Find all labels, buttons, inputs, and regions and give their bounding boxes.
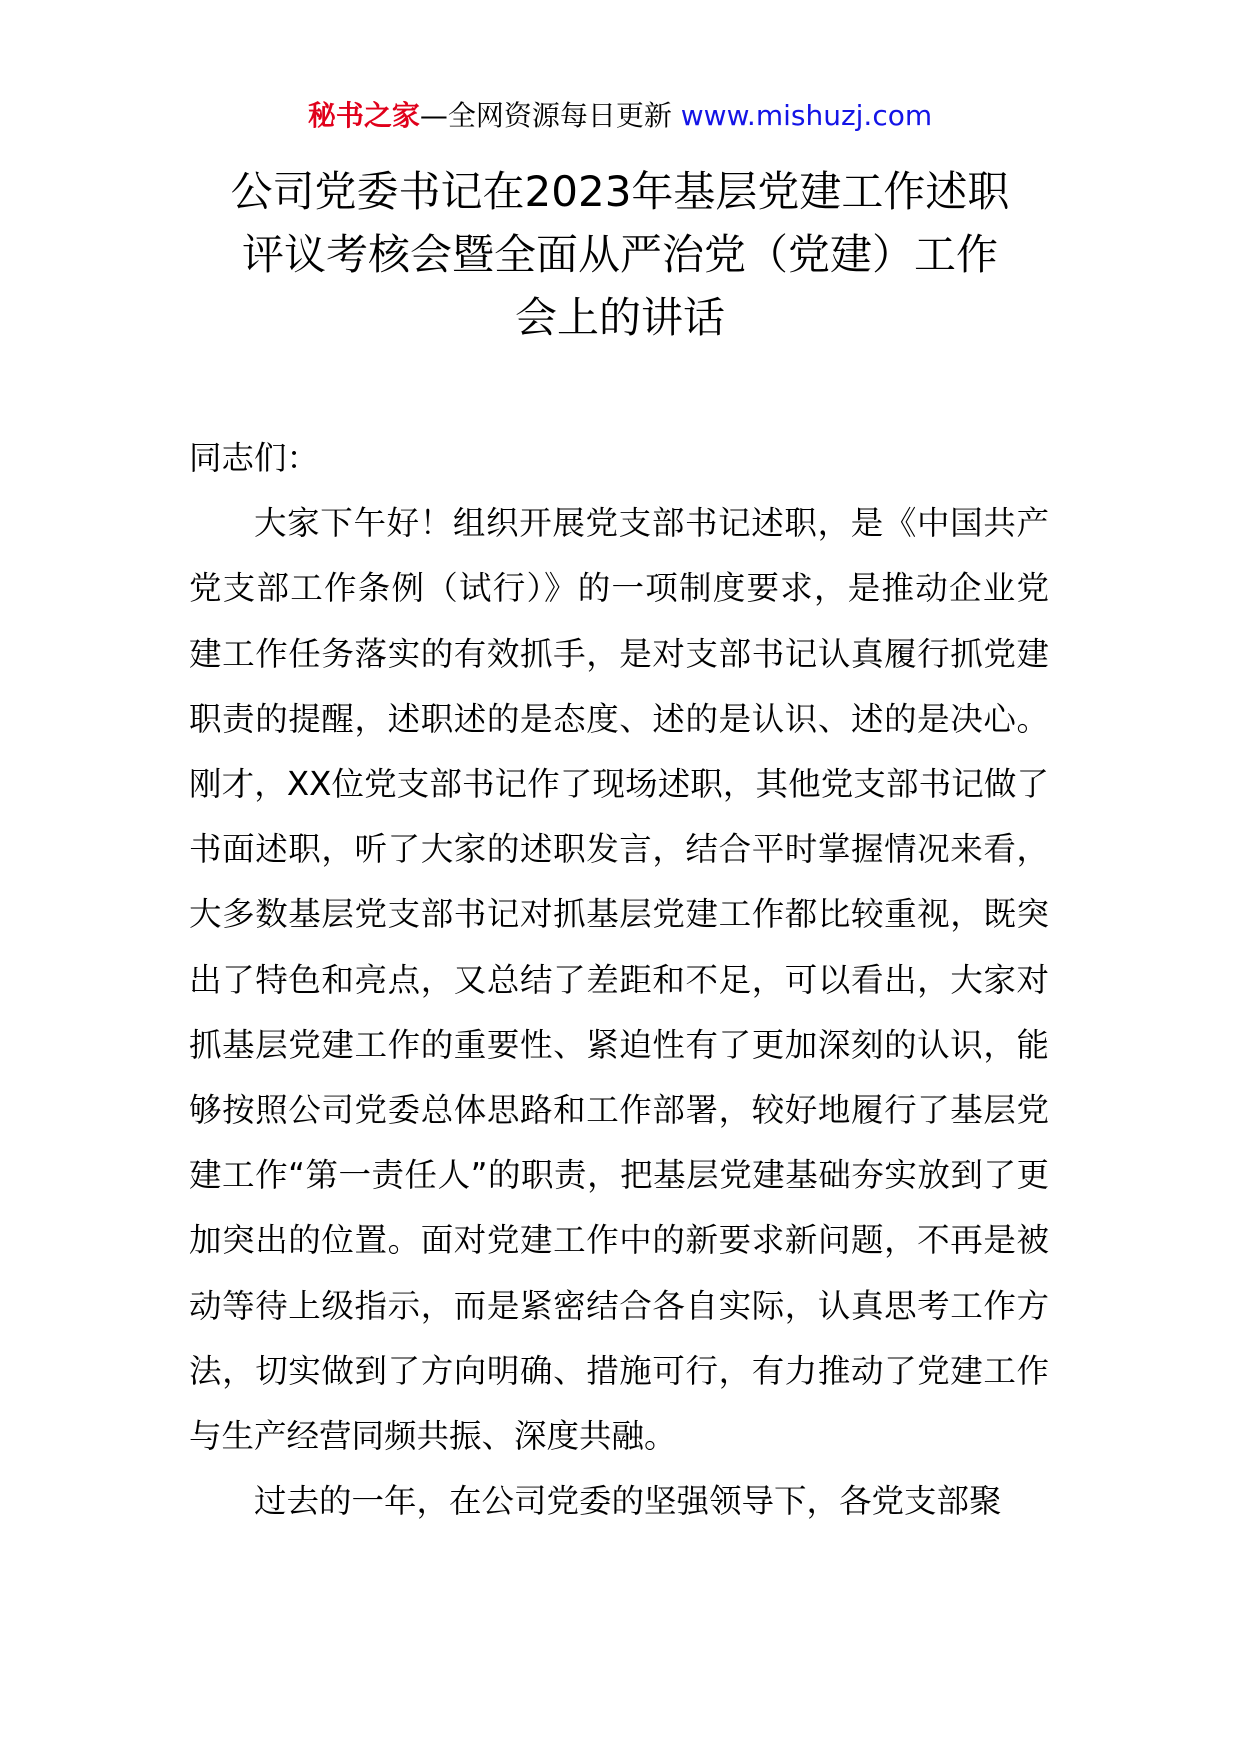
- paragraph: 大家下午好！组织开展党支部书记述职，是《中国共产党支部工作条例（试行）》的一项制度要求，是推动企业党建工作任务落实的有效抓手，是对支部书记认真履行抓党建职责的提醒，述职述的是态度、述的是认识、述的是决心。刚才，XX位党支部书记作了现场述职，其他党支部书记做了书面述职，听了大家的述职发言，结合平时掌握情况来看，大多数基层党支部书记对抓基层党建工作都比较重视，既突出了特色和亮点，又总结了差距和不足，可以看出，大家对抓基层党建工作的重要性、紧迫性有了更加深刻的认识，能够按照公司党委总体思路和工作部署，较好地履行了基层党建工作“第一责任人”的职责，把基层党建基础夯实放到了更加突出的位置。面对党建工作中的新要求新问题，不再是被动等待上级指示，而是紧密结合各自实际，认真思考工作方法，切实做到了方向明确、措施可行，有力推动了党建工作与生产经营同频共振、深度共融。: [189, 504, 1049, 1456]
- document-title: [180, 160, 1060, 349]
- document-body: [189, 426, 1049, 1534]
- paragraph: 过去的一年，在公司党委的坚强领导下，各党支部聚: [254, 1482, 1002, 1521]
- header-tagline: —全网资源每日更新: [419, 99, 681, 132]
- title-line-2: 评议考核会暨全面从严治党（党建）工作: [241, 230, 998, 279]
- watermark-header: [0, 96, 1240, 136]
- title-line-3: 会上的讲话: [514, 293, 725, 342]
- site-url-link[interactable]: www.mishuzj.com: [680, 99, 933, 132]
- salutation: 同志们：: [189, 439, 320, 477]
- title-line-1: 公司党委书记在2023年基层党建工作述职: [230, 167, 1010, 216]
- brand-name: 秘书之家: [307, 99, 420, 132]
